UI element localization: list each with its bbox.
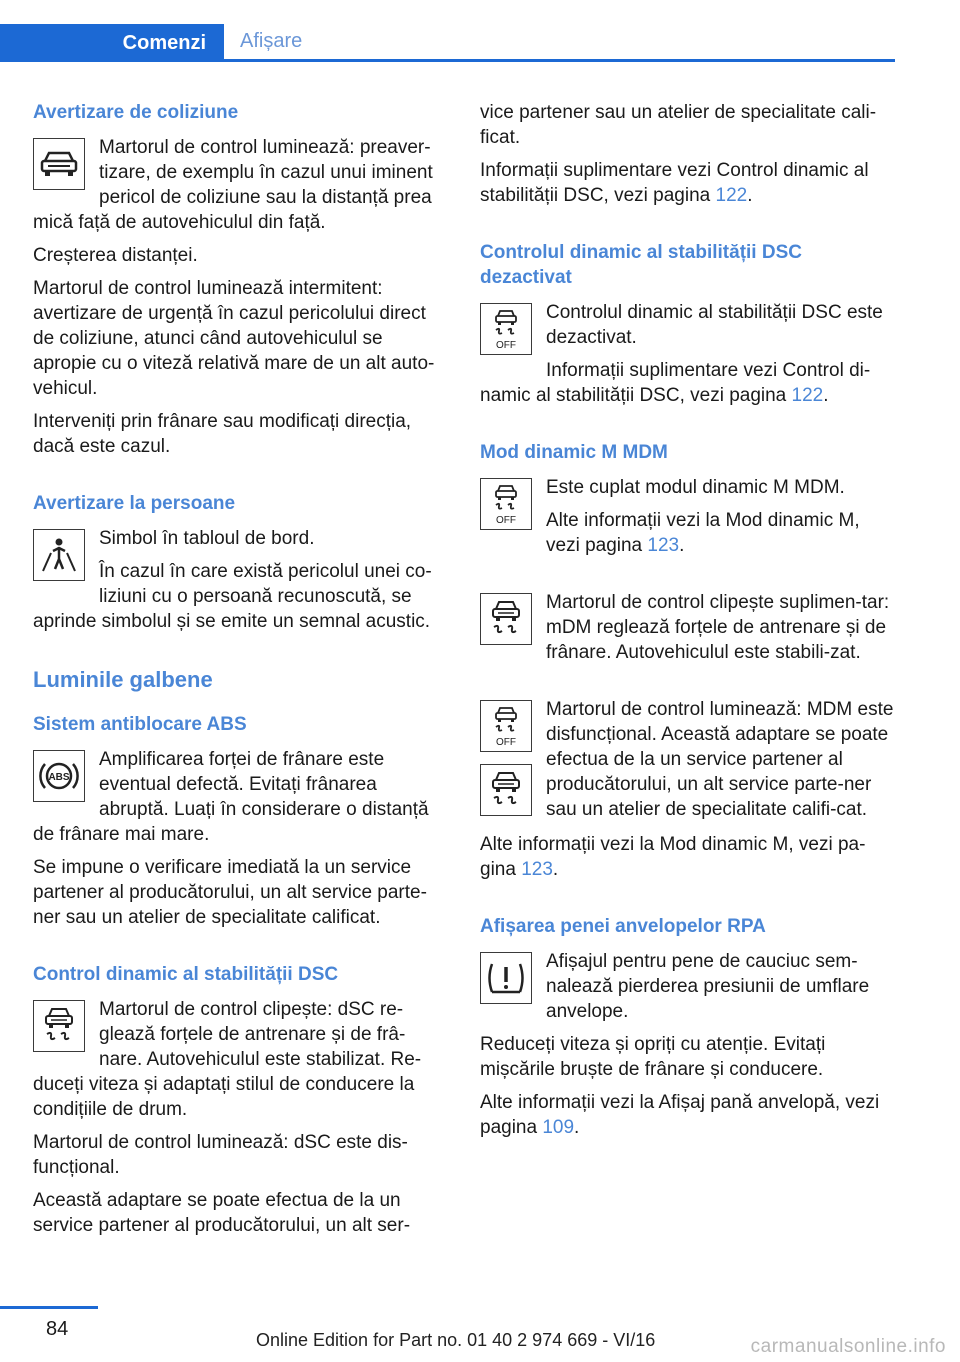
heading-mdm: Mod dinamic M MDM [480, 442, 668, 463]
text: . [823, 385, 829, 406]
paragraph: Interveniți prin frânare sau modificați direcția, dacă este cazul. [33, 411, 412, 457]
icon-stack [480, 700, 532, 828]
heading-abs: Sistem antiblocare ABS [33, 714, 247, 735]
text: . [679, 535, 685, 556]
heading-dsc: Control dinamic al stabilității DSC [33, 964, 339, 985]
text: . [574, 1117, 580, 1138]
heading-avertizare-coliziune: Avertizare de coliziune [33, 102, 239, 123]
paragraph: Simbol în tabloul de bord. [99, 528, 315, 549]
dsc-skid-icon [33, 1000, 85, 1052]
paragraph: Această adaptare se poate efectua de la un service partener al producătorului, un alt ser‐ [33, 1190, 411, 1236]
heading-dsc-dezactivat: Controlul dinamic al stabilității DSC dezactivat [480, 242, 802, 288]
pedestrian-warning-icon [33, 529, 85, 581]
paragraph: Reduceți viteza și opriți cu atenție. Evitați mișcările bruște de frânare și conducere. [480, 1034, 826, 1080]
paragraph: Martorul de control clipește: dSC re‐glează forțele de antrenare și de frâ‐nare. Autovehiculul este stabilizat. Re‐duceți viteza și adaptați stilul de conducere la condițiile de drum. [33, 999, 422, 1120]
page-link[interactable]: 122 [715, 185, 748, 206]
paragraph: Martorul de control luminează: dSC este dis‐funcțional. [33, 1132, 408, 1178]
dsc-off-icon [480, 303, 532, 355]
paragraph: Este cuplat modul dinamic M MDM. [546, 477, 845, 498]
text: Informații suplimentare vezi Control di‐namic al stabilității DSC, vezi pagina [480, 360, 871, 406]
paragraph: Afișajul pentru pene de cauciuc sem‐nalează pierderea presiunii de umflare anvelope. [546, 951, 870, 1022]
paragraph: Creșterea distanței. [33, 245, 198, 266]
page-link[interactable]: 123 [647, 535, 680, 556]
car-front-warning-icon [33, 138, 85, 190]
header-rule [0, 59, 895, 62]
paragraph: Martorul de control clipește suplimen‐tar: mDM reglează forțele de antrenare și de frânare. Autovehiculul este stabili‐zat. [546, 592, 890, 663]
paragraph: Martorul de control luminează: MDM este disfuncțional. Această adaptare se poate efectua de la un service partener al producătorului, un alt service parte‐ner sau un atelier de specialitate califi‐cat. [546, 699, 894, 820]
dsc-skid-icon [480, 764, 532, 816]
text: Alte informații vezi la Afișaj pană anvelopă, vezi pagina [480, 1092, 880, 1138]
header-tabs [0, 24, 895, 62]
page-link[interactable]: 122 [791, 385, 824, 406]
paragraph: Martorul de control luminează intermitent: avertizare de urgență în cazul pericolului direct de coliziune, atunci când autovehiculul se apropie cu o viteză relativă mare de un alt auto‐vehicul. [33, 278, 435, 399]
paragraph: Controlul dinamic al stabilității DSC este dezactivat. [546, 302, 883, 348]
page-number: 84 [46, 1318, 69, 1340]
svg-text:OFF: OFF [496, 340, 516, 351]
tab-afisare[interactable]: Afișare [240, 30, 303, 52]
dsc-off-icon [480, 700, 532, 752]
svg-text:ABS: ABS [48, 772, 70, 783]
right-column [480, 100, 895, 1148]
page-link[interactable]: 123 [521, 859, 553, 880]
paragraph [480, 1090, 895, 1140]
tire-pressure-warning-icon [480, 952, 532, 1004]
paragraph: În cazul în care există pericolul unei co‐liziuni cu o persoană recunoscută, se aprinde simbolul și se emite un semnal acustic. [33, 561, 432, 632]
svg-text:OFF: OFF [496, 737, 516, 748]
paragraph [480, 358, 895, 408]
text: . [552, 859, 559, 880]
watermark: carmanualsonline.info [750, 1336, 946, 1357]
dsc-skid-icon [480, 593, 532, 645]
abs-icon [33, 750, 85, 802]
text: Alte informații vezi la Mod dinamic M, vezi pa‐gina [480, 834, 866, 880]
tab-comenzi[interactable]: Comenzi [0, 24, 224, 62]
text: Alte informații vezi la Mod dinamic M, vezi pagina [546, 510, 860, 556]
paragraph [480, 158, 895, 208]
left-column [33, 100, 448, 1246]
paragraph: Amplificarea forței de frânare este eventual defectă. Evitați frânarea abruptă. Luați în considerare o distanță de frânare mai mare. [33, 749, 429, 845]
dsc-off-icon [480, 478, 532, 530]
page-link[interactable]: 109 [542, 1117, 575, 1138]
text: Informații suplimentare vezi Control dinamic al stabilității DSC, vezi pagina [480, 160, 869, 206]
paragraph: Martorul de control luminează: preaver‐tizare, de exemplu în cazul unui iminent pericol de coliziune sau la distanță prea mică față de autovehiculul din față. [33, 137, 433, 233]
paragraph [480, 832, 895, 882]
text: . [747, 185, 753, 206]
paragraph [480, 508, 895, 558]
paragraph: vice partener sau un atelier de specialitate cali‐ficat. [480, 102, 877, 148]
svg-text:OFF: OFF [496, 515, 516, 526]
paragraph: Se impune o verificare imediată la un service partener al producătorului, un alt service parte‐ner sau un atelier de specialitate calificat. [33, 857, 427, 928]
heading-avertizare-persoane: Avertizare la persoane [33, 493, 236, 514]
heading-rpa: Afișarea penei anvelopelor RPA [480, 916, 766, 937]
footer-rule [0, 1306, 98, 1309]
heading-luminile-galbene: Luminile galbene [33, 667, 213, 692]
edition-text: Online Edition for Part no. 01 40 2 974 669 - VI/16 [256, 1330, 656, 1350]
